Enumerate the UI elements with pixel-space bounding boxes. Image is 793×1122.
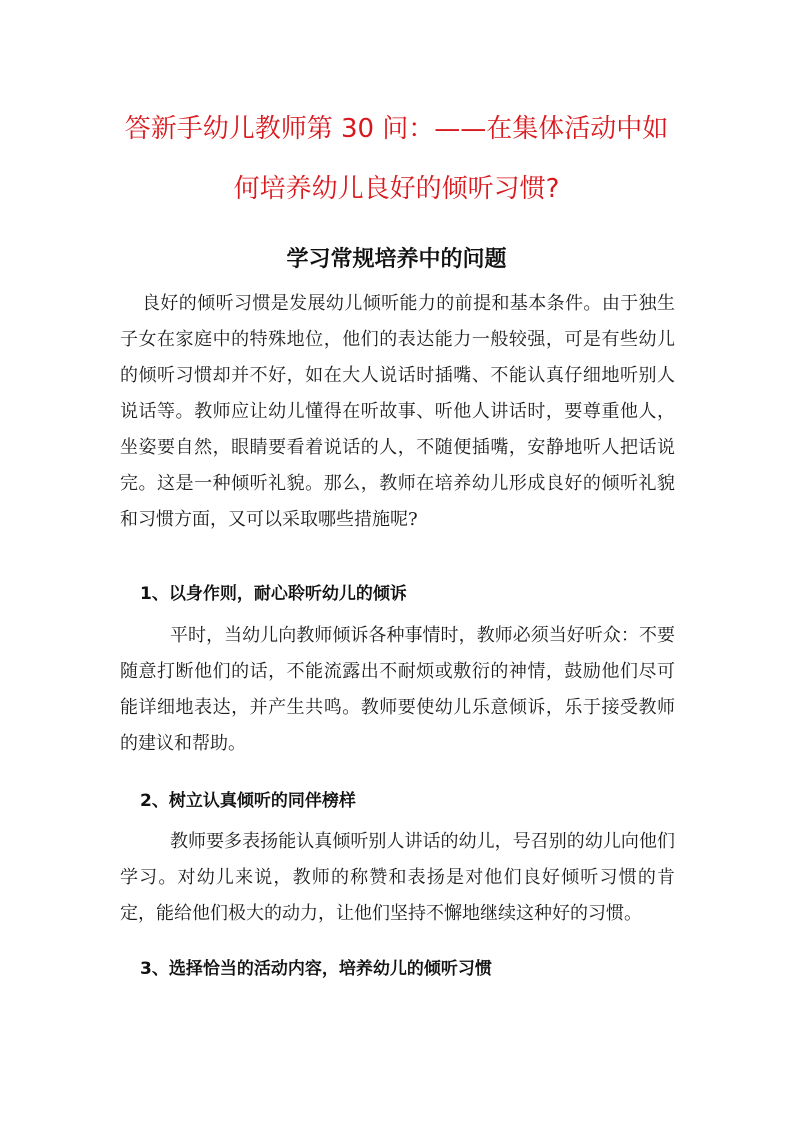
document-title-line-1: 答新手幼儿教师第 30 问：——在集体活动中如	[124, 114, 669, 144]
section-body-1: 平时，当幼儿向教师倾诉各种事情时，教师必须当好听众：不要随意打断他们的话，不能流露出不耐烦或敷衍的神情，鼓励他们尽可能详细地表达，并产生共鸣。教师要使幼儿乐意倾诉，乐于接受教师的建议和帮助。	[120, 625, 675, 754]
document-title-line-2: 何培养幼儿良好的倾听习惯?	[233, 174, 560, 204]
intro-paragraph: 良好的倾听习惯是发展幼儿倾听能力的前提和基本条件。由于独生子女在家庭中的特殊地位，他们的表达能力一般较强，可是有些幼儿的倾听习惯却并不好，如在大人说话时插嘴、不能认真仔细地听别人说话等。教师应让幼儿懂得在听故事、听他人讲话时，要尊重他人，坐姿要自然，眼睛要看着说话的人，不随便插嘴，安静地听人把话说完。这是一种倾听礼貌。那么，教师在培养幼儿形成良好的倾听礼貌和习惯方面，又可以采取哪些措施呢?	[120, 293, 675, 530]
section-heading-1: 1、以身作则，耐心聆听幼儿的倾诉	[140, 584, 407, 604]
section-subtitle: 学习常规培养中的问题	[286, 247, 507, 272]
section-heading-3: 3、选择恰当的活动内容，培养幼儿的倾听习惯	[140, 959, 492, 979]
section-body-2: 教师要多表扬能认真倾听别人讲话的幼儿，号召别的幼儿向他们学习。对幼儿来说，教师的称赞和表扬是对他们良好倾听习惯的肯定，能给他们极大的动力，让他们坚持不懈地继续这种好的习惯。	[120, 831, 675, 924]
section-heading-2: 2、树立认真倾听的同伴榜样	[140, 791, 356, 811]
